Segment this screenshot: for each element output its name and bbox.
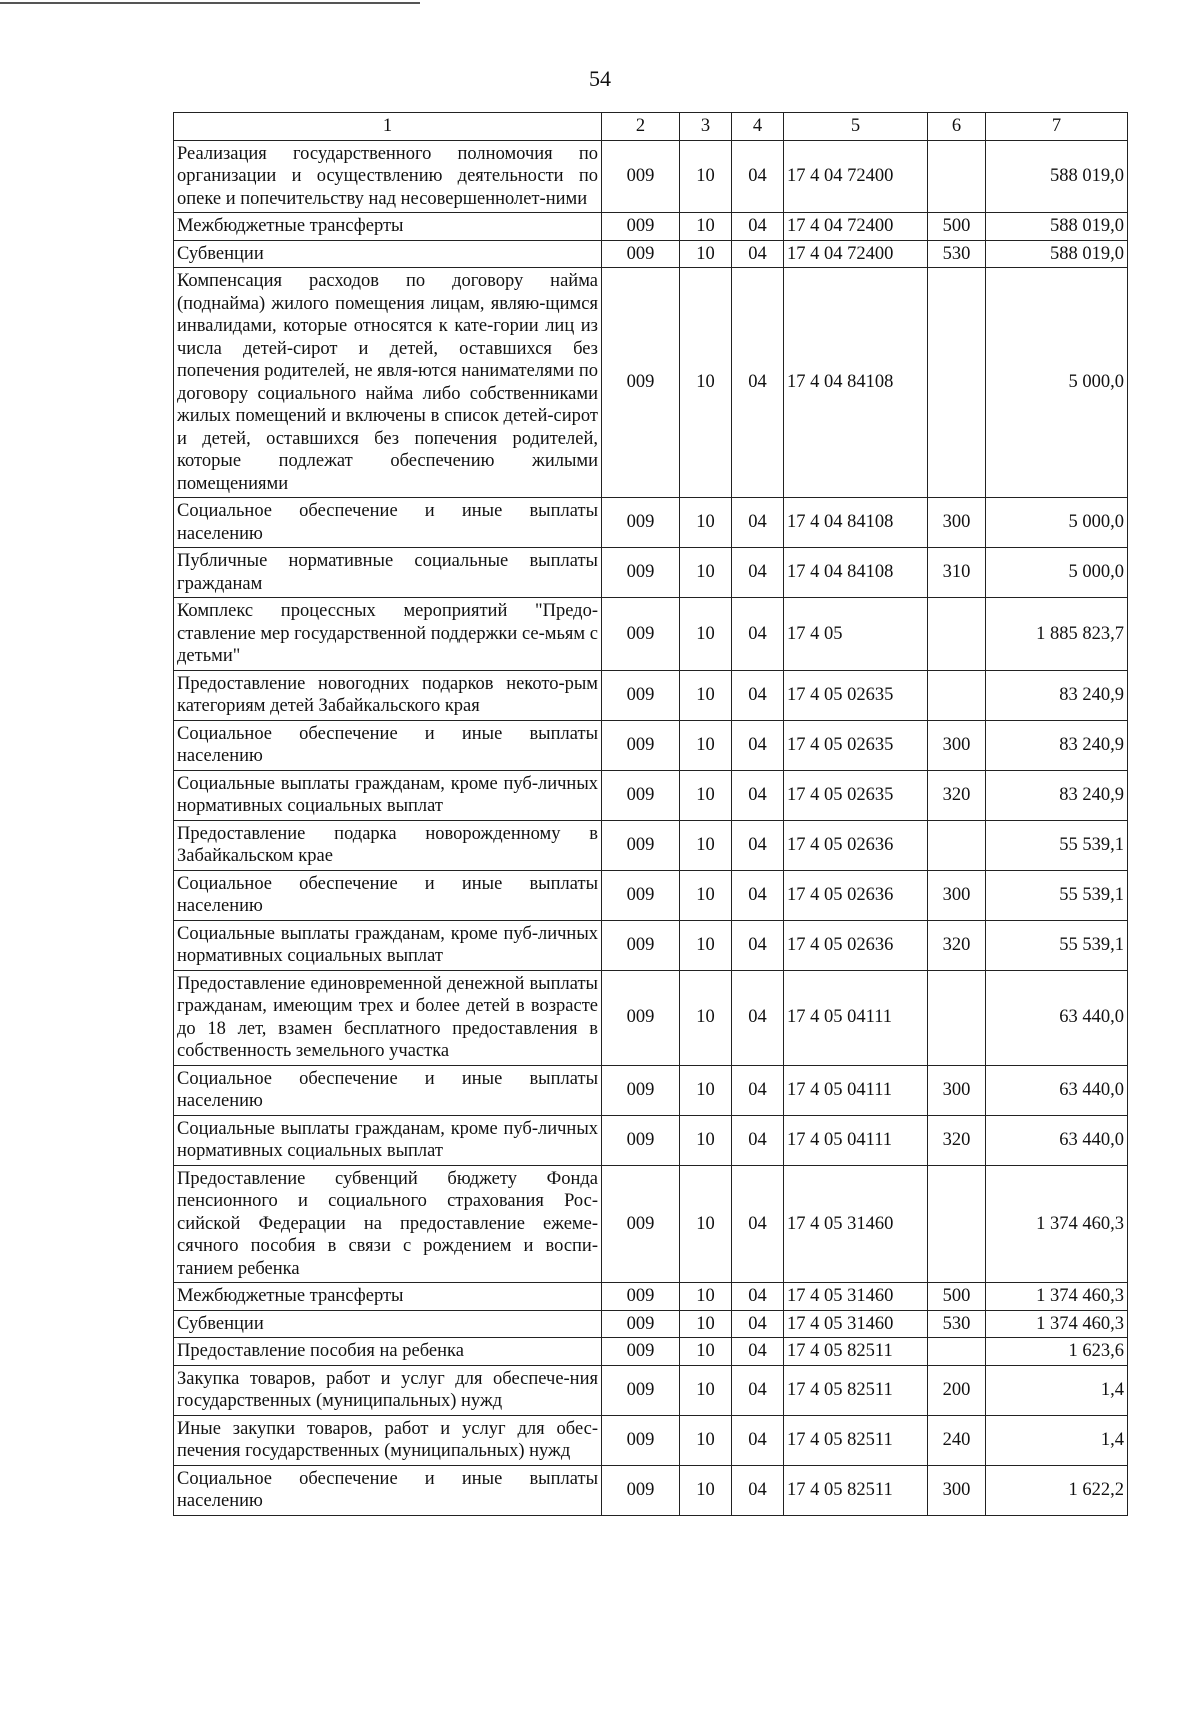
department-code-cell: 009: [602, 870, 680, 920]
section-code-cell: 10: [680, 920, 732, 970]
amount-cell: 5 000,0: [986, 498, 1128, 548]
column-header: 6: [928, 113, 986, 141]
column-header: 4: [732, 113, 784, 141]
department-code-cell: 009: [602, 1310, 680, 1338]
table-row: [174, 870, 1128, 920]
column-header: 7: [986, 113, 1128, 141]
department-code-cell: 009: [602, 498, 680, 548]
subsection-code-cell: 04: [732, 720, 784, 770]
amount-cell: 1,4: [986, 1365, 1128, 1415]
row-name-cell: Компенсация расходов по договору найма (поднайма) жилого помещения лицам, являю-щимся инвалидами, которые относятся к кате-гории лиц из числа детей-сирот и детей, оставшихся без попечения родителей, не явля-ются нанимателями по договору социального найма либо собственниками жилых помещений и включены в список детей-сирот и детей, оставшихся без попечения родителей, которые подлежат обеспечению жилыми помещениями: [174, 268, 602, 498]
table-row: [174, 1065, 1128, 1115]
table-row: [174, 770, 1128, 820]
subsection-code-cell: 04: [732, 1365, 784, 1415]
subsection-code-cell: 04: [732, 548, 784, 598]
target-article-cell: 17 4 05 31460: [784, 1283, 928, 1311]
table-row: [174, 1165, 1128, 1283]
row-name-cell: Предоставление единовременной денежной выплаты гражданам, имеющим трех и более детей в возрасте до 18 лет, взамен бесплатного предоставления в собственность земельного участка: [174, 970, 602, 1065]
row-name-cell: Предоставление субвенций бюджету Фонда пенсионного и социального страхования Рос-сийской Федерации на предоставление ежеме-сячного пособия в связи с рождением и воспи-танием ребенка: [174, 1165, 602, 1283]
amount-cell: 1,4: [986, 1415, 1128, 1465]
department-code-cell: 009: [602, 820, 680, 870]
department-code-cell: 009: [602, 970, 680, 1065]
amount-cell: 63 440,0: [986, 1115, 1128, 1165]
section-code-cell: 10: [680, 770, 732, 820]
row-name-cell: Предоставление новогодних подарков некото-рым категориям детей Забайкальского края: [174, 670, 602, 720]
target-article-cell: 17 4 05 82511: [784, 1365, 928, 1415]
section-code-cell: 10: [680, 1365, 732, 1415]
section-code-cell: 10: [680, 268, 732, 498]
amount-cell: 55 539,1: [986, 920, 1128, 970]
amount-cell: 83 240,9: [986, 720, 1128, 770]
header-row: [174, 113, 1128, 141]
table-body: [174, 140, 1128, 1515]
subsection-code-cell: 04: [732, 1310, 784, 1338]
table-row: [174, 820, 1128, 870]
expense-type-cell: 240: [928, 1415, 986, 1465]
subsection-code-cell: 04: [732, 1415, 784, 1465]
row-name-cell: Социальные выплаты гражданам, кроме пуб-личных нормативных социальных выплат: [174, 920, 602, 970]
target-article-cell: 17 4 05 02635: [784, 670, 928, 720]
target-article-cell: 17 4 04 72400: [784, 240, 928, 268]
amount-cell: 1 622,2: [986, 1465, 1128, 1515]
row-name-cell: Социальное обеспечение и иные выплаты населению: [174, 1065, 602, 1115]
expense-type-cell: 300: [928, 498, 986, 548]
department-code-cell: 009: [602, 1465, 680, 1515]
row-name-cell: Межбюджетные трансферты: [174, 1283, 602, 1311]
expense-type-cell: [928, 820, 986, 870]
section-code-cell: 10: [680, 498, 732, 548]
department-code-cell: 009: [602, 670, 680, 720]
row-name-cell: Социальное обеспечение и иные выплаты населению: [174, 870, 602, 920]
section-code-cell: 10: [680, 1415, 732, 1465]
subsection-code-cell: 04: [732, 1115, 784, 1165]
subsection-code-cell: 04: [732, 970, 784, 1065]
target-article-cell: 17 4 04 84108: [784, 268, 928, 498]
subsection-code-cell: 04: [732, 1338, 784, 1366]
table-row: [174, 548, 1128, 598]
target-article-cell: 17 4 05 04111: [784, 1115, 928, 1165]
row-name-cell: Социальное обеспечение и иные выплаты населению: [174, 1465, 602, 1515]
row-name-cell: Иные закупки товаров, работ и услуг для обес-печения государственных (муниципальных) нужд: [174, 1415, 602, 1465]
target-article-cell: 17 4 05 02636: [784, 820, 928, 870]
department-code-cell: 009: [602, 1115, 680, 1165]
expense-type-cell: 300: [928, 870, 986, 920]
department-code-cell: 009: [602, 720, 680, 770]
row-name-cell: Межбюджетные трансферты: [174, 213, 602, 241]
section-code-cell: 10: [680, 970, 732, 1065]
subsection-code-cell: 04: [732, 240, 784, 268]
department-code-cell: 009: [602, 140, 680, 213]
target-article-cell: 17 4 05 31460: [784, 1165, 928, 1283]
target-article-cell: 17 4 05 82511: [784, 1465, 928, 1515]
table-row: [174, 1283, 1128, 1311]
department-code-cell: 009: [602, 1283, 680, 1311]
expense-type-cell: 300: [928, 1465, 986, 1515]
expense-type-cell: 530: [928, 1310, 986, 1338]
department-code-cell: 009: [602, 268, 680, 498]
expense-type-cell: [928, 670, 986, 720]
column-header: 5: [784, 113, 928, 141]
amount-cell: 588 019,0: [986, 213, 1128, 241]
table-row: [174, 1465, 1128, 1515]
row-name-cell: Социальные выплаты гражданам, кроме пуб-личных нормативных социальных выплат: [174, 770, 602, 820]
row-name-cell: Закупка товаров, работ и услуг для обеспече-ния государственных (муниципальных) нужд: [174, 1365, 602, 1415]
department-code-cell: 009: [602, 770, 680, 820]
table-row: [174, 970, 1128, 1065]
expense-type-cell: 310: [928, 548, 986, 598]
department-code-cell: 009: [602, 1415, 680, 1465]
target-article-cell: 17 4 04 72400: [784, 213, 928, 241]
target-article-cell: 17 4 04 84108: [784, 498, 928, 548]
column-header: 3: [680, 113, 732, 141]
subsection-code-cell: 04: [732, 1065, 784, 1115]
amount-cell: 55 539,1: [986, 820, 1128, 870]
table-row: [174, 1415, 1128, 1465]
department-code-cell: 009: [602, 240, 680, 268]
budget-table: [173, 112, 1128, 1516]
department-code-cell: 009: [602, 1165, 680, 1283]
amount-cell: 55 539,1: [986, 870, 1128, 920]
amount-cell: 83 240,9: [986, 770, 1128, 820]
expense-type-cell: [928, 970, 986, 1065]
amount-cell: 63 440,0: [986, 1065, 1128, 1115]
row-name-cell: Реализация государственного полномочия по организации и осуществлению деятельности по опеке и попечительству над несовершеннолет-ними: [174, 140, 602, 213]
amount-cell: 5 000,0: [986, 268, 1128, 498]
amount-cell: 1 374 460,3: [986, 1310, 1128, 1338]
expense-type-cell: 530: [928, 240, 986, 268]
section-code-cell: 10: [680, 1310, 732, 1338]
column-header: 1: [174, 113, 602, 141]
target-article-cell: 17 4 05 04111: [784, 1065, 928, 1115]
expense-type-cell: 320: [928, 1115, 986, 1165]
amount-cell: 1 374 460,3: [986, 1283, 1128, 1311]
department-code-cell: 009: [602, 548, 680, 598]
table-row: [174, 1115, 1128, 1165]
target-article-cell: 17 4 05: [784, 598, 928, 671]
target-article-cell: 17 4 05 31460: [784, 1310, 928, 1338]
table-row: [174, 720, 1128, 770]
target-article-cell: 17 4 05 82511: [784, 1338, 928, 1366]
target-article-cell: 17 4 05 02635: [784, 770, 928, 820]
section-code-cell: 10: [680, 1465, 732, 1515]
subsection-code-cell: 04: [732, 1165, 784, 1283]
expense-type-cell: 500: [928, 213, 986, 241]
section-code-cell: 10: [680, 820, 732, 870]
subsection-code-cell: 04: [732, 498, 784, 548]
target-article-cell: 17 4 05 02636: [784, 920, 928, 970]
expense-type-cell: [928, 1338, 986, 1366]
department-code-cell: 009: [602, 1365, 680, 1415]
expense-type-cell: [928, 1165, 986, 1283]
subsection-code-cell: 04: [732, 1465, 784, 1515]
row-name-cell: Субвенции: [174, 1310, 602, 1338]
column-header: 2: [602, 113, 680, 141]
subsection-code-cell: 04: [732, 1283, 784, 1311]
subsection-code-cell: 04: [732, 870, 784, 920]
target-article-cell: 17 4 05 82511: [784, 1415, 928, 1465]
subsection-code-cell: 04: [732, 670, 784, 720]
row-name-cell: Публичные нормативные социальные выплаты гражданам: [174, 548, 602, 598]
row-name-cell: Предоставление подарка новорожденному в Забайкальском крае: [174, 820, 602, 870]
section-code-cell: 10: [680, 1338, 732, 1366]
section-code-cell: 10: [680, 1115, 732, 1165]
department-code-cell: 009: [602, 1338, 680, 1366]
row-name-cell: Социальное обеспечение и иные выплаты населению: [174, 498, 602, 548]
section-code-cell: 10: [680, 140, 732, 213]
table-row: [174, 240, 1128, 268]
amount-cell: 63 440,0: [986, 970, 1128, 1065]
target-article-cell: 17 4 04 84108: [784, 548, 928, 598]
section-code-cell: 10: [680, 870, 732, 920]
section-code-cell: 10: [680, 240, 732, 268]
row-name-cell: Социальное обеспечение и иные выплаты населению: [174, 720, 602, 770]
table-row: [174, 140, 1128, 213]
table-row: [174, 1310, 1128, 1338]
table-row: [174, 213, 1128, 241]
target-article-cell: 17 4 05 02635: [784, 720, 928, 770]
section-code-cell: 10: [680, 548, 732, 598]
header-rule: [0, 2, 420, 4]
table-row: [174, 1365, 1128, 1415]
section-code-cell: 10: [680, 1065, 732, 1115]
row-name-cell: Социальные выплаты гражданам, кроме пуб-личных нормативных социальных выплат: [174, 1115, 602, 1165]
expense-type-cell: [928, 598, 986, 671]
expense-type-cell: 320: [928, 920, 986, 970]
amount-cell: 588 019,0: [986, 240, 1128, 268]
row-name-cell: Предоставление пособия на ребенка: [174, 1338, 602, 1366]
department-code-cell: 009: [602, 598, 680, 671]
table-row: [174, 670, 1128, 720]
row-name-cell: Субвенции: [174, 240, 602, 268]
table-row: [174, 498, 1128, 548]
subsection-code-cell: 04: [732, 820, 784, 870]
amount-cell: 83 240,9: [986, 670, 1128, 720]
department-code-cell: 009: [602, 1065, 680, 1115]
subsection-code-cell: 04: [732, 140, 784, 213]
section-code-cell: 10: [680, 213, 732, 241]
table-row: [174, 920, 1128, 970]
subsection-code-cell: 04: [732, 598, 784, 671]
expense-type-cell: [928, 268, 986, 498]
section-code-cell: 10: [680, 1283, 732, 1311]
section-code-cell: 10: [680, 598, 732, 671]
amount-cell: 5 000,0: [986, 548, 1128, 598]
page-number: 54: [589, 66, 611, 91]
section-code-cell: 10: [680, 1165, 732, 1283]
amount-cell: 588 019,0: [986, 140, 1128, 213]
table-row: [174, 598, 1128, 671]
department-code-cell: 009: [602, 213, 680, 241]
subsection-code-cell: 04: [732, 920, 784, 970]
target-article-cell: 17 4 04 72400: [784, 140, 928, 213]
expense-type-cell: [928, 140, 986, 213]
subsection-code-cell: 04: [732, 268, 784, 498]
section-code-cell: 10: [680, 670, 732, 720]
amount-cell: 1 374 460,3: [986, 1165, 1128, 1283]
target-article-cell: 17 4 05 02636: [784, 870, 928, 920]
target-article-cell: 17 4 05 04111: [784, 970, 928, 1065]
amount-cell: 1 885 823,7: [986, 598, 1128, 671]
expense-type-cell: 300: [928, 1065, 986, 1115]
subsection-code-cell: 04: [732, 770, 784, 820]
department-code-cell: 009: [602, 920, 680, 970]
expense-type-cell: 500: [928, 1283, 986, 1311]
amount-cell: 1 623,6: [986, 1338, 1128, 1366]
table-row: [174, 268, 1128, 498]
table-row: [174, 1338, 1128, 1366]
expense-type-cell: 200: [928, 1365, 986, 1415]
section-code-cell: 10: [680, 720, 732, 770]
subsection-code-cell: 04: [732, 213, 784, 241]
expense-type-cell: 300: [928, 720, 986, 770]
row-name-cell: Комплекс процессных мероприятий "Предо-ставление мер государственной поддержки се-мьям с детьми": [174, 598, 602, 671]
expense-type-cell: 320: [928, 770, 986, 820]
